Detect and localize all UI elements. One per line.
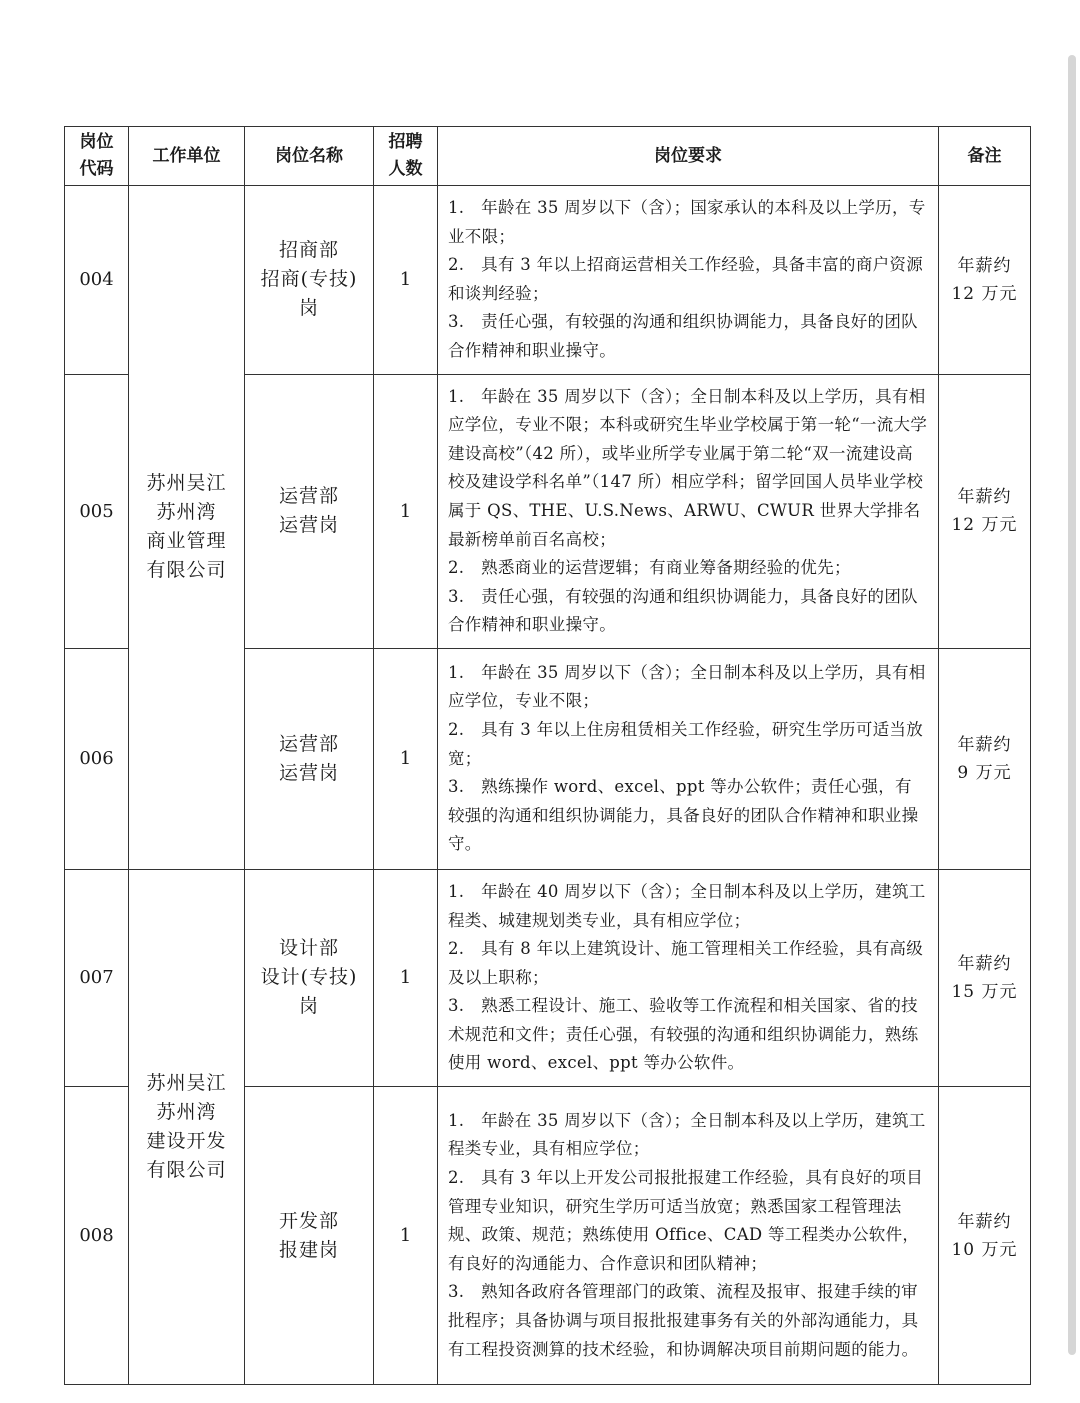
requirement-item: 3. 责任心强，有较强的沟通和组织协调能力，具备良好的团队合作精神和职业操守。 bbox=[448, 586, 918, 635]
requirement-item: 1. 年龄在 40 周岁以下（含）；全日制本科及以上学历，建筑工程类、城建规划类专业，具有相应学位； bbox=[448, 881, 926, 930]
requirement-item: 2. 熟悉商业的运营逻辑；有商业筹备期经验的优先； bbox=[448, 558, 851, 578]
salary-note: 年薪约 12 万元 bbox=[939, 186, 1031, 375]
requirement-item: 1. 年龄在 35 周岁以下（含）；全日制本科及以上学历，建筑工程类专业，具有相应学位； bbox=[448, 1110, 926, 1159]
header-code: 岗位 代码 bbox=[65, 127, 129, 186]
position-name: 开发部 报建岗 bbox=[245, 1087, 374, 1385]
requirement-item: 1. 年龄在 35 周岁以下（含）；全日制本科及以上学历，具有相应学位，专业不限；本科或研究生毕业学校属于第一轮“一流大学建设高校”（42 所），或毕业所学专业属于第二轮“双一流建设高校及建设学科名单”（147 所）相应学科；留学回国人员毕业学校属于 QS、THE、U.S.News、ARWU、CWUR 世界大学排名最新榜单前百名高校； bbox=[448, 386, 928, 549]
header-unit: 工作单位 bbox=[129, 127, 245, 186]
requirements bbox=[438, 1087, 939, 1385]
salary-note: 年薪约 10 万元 bbox=[939, 1087, 1031, 1385]
header-row bbox=[65, 127, 1031, 186]
position-name: 运营部 运营岗 bbox=[245, 374, 374, 648]
header-note: 备注 bbox=[939, 127, 1031, 186]
requirement-item: 2. 具有 3 年以上住房租赁相关工作经验，研究生学历可适当放宽； bbox=[448, 720, 924, 768]
salary-note: 年薪约 12 万元 bbox=[939, 374, 1031, 648]
work-unit: 苏州吴江 苏州湾 商业管理 有限公司 bbox=[129, 186, 245, 870]
requirement-item: 1. 年龄在 35 周岁以下（含）；国家承认的本科及以上学历，专业不限； bbox=[448, 198, 926, 246]
recruitment-table bbox=[64, 126, 1031, 1385]
table-row bbox=[65, 186, 1031, 375]
position-name: 招商部 招商(专技) 岗 bbox=[245, 186, 374, 375]
header-requirements: 岗位要求 bbox=[438, 127, 939, 186]
header-position: 岗位名称 bbox=[245, 127, 374, 186]
hire-count: 1 bbox=[374, 1087, 438, 1385]
hire-count: 1 bbox=[374, 186, 438, 375]
position-code: 004 bbox=[65, 186, 129, 375]
requirement-item: 3. 熟悉工程设计、施工、验收等工作流程和相关国家、省的技术规范和文件；责任心强，有较强的沟通和组织协调能力，熟练使用 word、excel、ppt 等办公软件。 bbox=[448, 996, 919, 1073]
requirement-item: 2. 具有 8 年以上建筑设计、施工管理相关工作经验，具有高级及以上职称； bbox=[448, 939, 924, 987]
salary-note: 年薪约 9 万元 bbox=[939, 648, 1031, 869]
hire-count: 1 bbox=[374, 648, 438, 869]
requirement-item: 3. 熟知各政府各管理部门的政策、流程及报审、报建手续的审批程序；具备协调与项目报批报建事务有关的外部沟通能力，具有工程投资测算的技术经验，和协调解决项目前期问题的能力。 bbox=[448, 1282, 919, 1359]
scrollbar[interactable] bbox=[1068, 55, 1076, 1355]
position-name: 设计部 设计(专技) 岗 bbox=[245, 869, 374, 1086]
requirement-item: 3. 责任心强，有较强的沟通和组织协调能力，具备良好的团队合作精神和职业操守。 bbox=[448, 312, 918, 360]
table-row bbox=[65, 869, 1031, 1086]
salary-note: 年薪约 15 万元 bbox=[939, 869, 1031, 1086]
position-code: 008 bbox=[65, 1087, 129, 1385]
hire-count: 1 bbox=[374, 869, 438, 1086]
requirement-item: 2. 具有 3 年以上开发公司报批报建工作经验，具有良好的项目管理专业知识，研究生学历可适当放宽；熟悉国家工程管理法规、政策、规范；熟练使用 Office、CAD 等工程类办公软件，有良好的沟通能力、合作意识和团队精神； bbox=[448, 1168, 924, 1273]
position-code: 006 bbox=[65, 648, 129, 869]
requirement-item: 3. 熟练操作 word、excel、ppt 等办公软件；责任心强，有较强的沟通和组织协调能力，具备良好的团队合作精神和职业操守。 bbox=[448, 777, 919, 854]
requirements bbox=[438, 648, 939, 869]
hire-count: 1 bbox=[374, 374, 438, 648]
position-code: 005 bbox=[65, 374, 129, 648]
work-unit: 苏州吴江 苏州湾 建设开发 有限公司 bbox=[129, 869, 245, 1384]
header-count: 招聘 人数 bbox=[374, 127, 438, 186]
requirements bbox=[438, 186, 939, 375]
position-code: 007 bbox=[65, 869, 129, 1086]
requirements bbox=[438, 869, 939, 1086]
requirements bbox=[438, 374, 939, 648]
requirement-item: 1. 年龄在 35 周岁以下（含）；全日制本科及以上学历，具有相应学位，专业不限； bbox=[448, 662, 926, 711]
position-name: 运营部 运营岗 bbox=[245, 648, 374, 869]
requirement-item: 2. 具有 3 年以上招商运营相关工作经验，具备丰富的商户资源和谈判经验； bbox=[448, 255, 924, 303]
